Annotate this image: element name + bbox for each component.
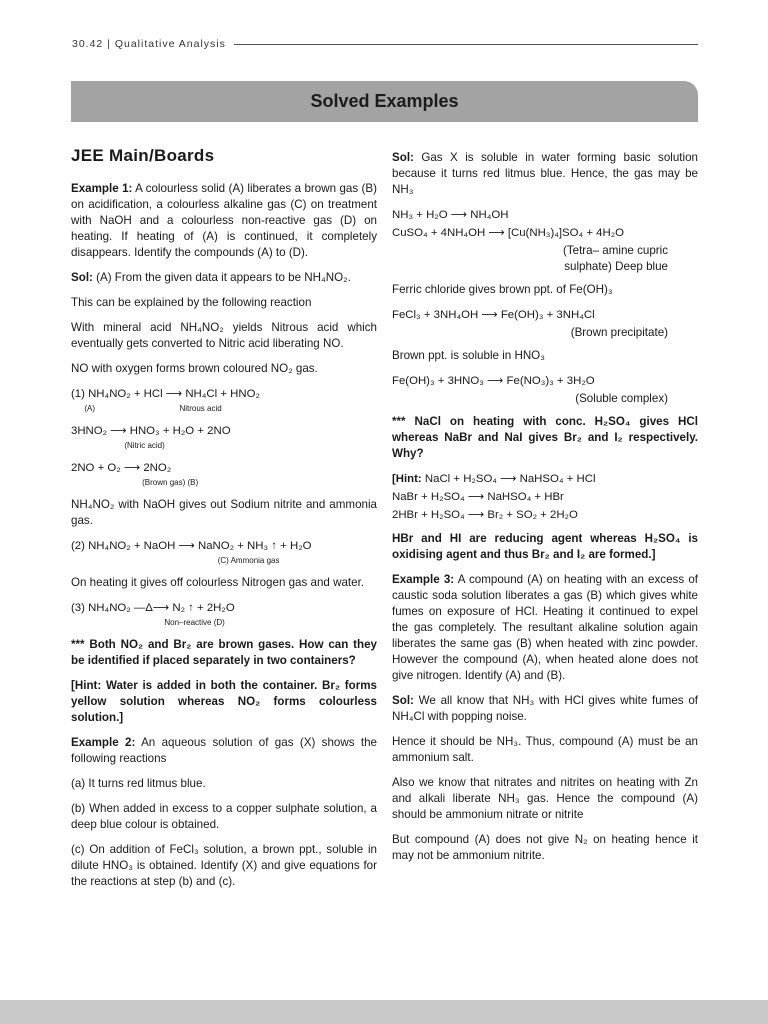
example-1-text: A colourless solid (A) liberates a brown gas (B) on acidification, a colourless alkaline gas (C) on treatment with NaOH and a colourless non-reactive gas (D) on heating. If heating of (A) is continued, it completely disappears. Identify the compounds (A) to (D). <box>71 182 377 259</box>
paragraph: With mineral acid NH₄NO₂ yields Nitrous acid which eventually gets converted to Nitric acid liberating NO. <box>71 321 377 350</box>
example-2-part-a: (a) It turns red litmus blue. <box>71 777 206 790</box>
equation-7-note: (Tetra– amine cupric sulphate) Deep blue <box>562 244 668 273</box>
paragraph: Ferric chloride gives brown ppt. of Fe(OH)₃ <box>392 283 613 296</box>
example-3-label: Example 3: <box>392 573 455 586</box>
paragraph: Brown ppt. is soluble in HNO₃ <box>392 349 545 362</box>
hint-1: [Hint: Water is added in both the container. Br₂ forms yellow solution whereas NO₂ forms colourless solution.] <box>71 679 377 724</box>
equation-8: FeCl₃ + 3NH₄OH ⟶ Fe(OH)₃ + 3NH₄Cl <box>392 309 595 321</box>
paragraph: NH₄NO₂ with NaOH gives out Sodium nitrite and ammonia gas. <box>71 498 377 527</box>
equation-6: NH₃ + H₂O ⟶ NH₄OH <box>392 209 509 221</box>
header-rule <box>234 44 698 45</box>
equation-9: Fe(OH)₃ + 3HNO₃ ⟶ Fe(NO₃)₃ + 3H₂O <box>392 375 595 387</box>
equation-2-note: (Nitric acid) <box>71 441 165 450</box>
example-1-label: Example 1: <box>71 182 133 195</box>
page-header <box>72 38 698 50</box>
page-footer-bar <box>0 1000 768 1024</box>
example-2-label: Example 2: <box>71 736 136 749</box>
section-title: Solved Examples <box>310 91 459 111</box>
equation-2: 3HNO₂ ⟶ HNO₃ + H₂O + 2NO <box>71 425 231 437</box>
left-column <box>71 146 377 899</box>
equation-5: (3) NH₄NO₂ —Δ⟶ N₂ ↑ + 2H₂O <box>71 602 235 614</box>
solution-1-label: Sol: <box>71 271 93 284</box>
example-3-text: A compound (A) on heating with an excess of caustic soda solution liberates a gas (B) which gives white fumes on exposure of HCl. Heating it continued to expel the gas completely. The resultant alkaline solution again liberates the same gas (B) when heated with zinc powder. However the compound (A), when heated alone does not give nitrogen. Identify (A) and (B). <box>392 573 698 682</box>
paragraph: Also we know that nitrates and nitrites on heating with Zn and alkali liberate NH₃ gas. Hence the compound (A) should be ammonium nitrate or nitrite <box>392 776 698 821</box>
hint-2-equation-10 <box>392 471 698 487</box>
paragraph: But compound (A) does not give N₂ on heating hence it may not be ammonium nitrite. <box>392 833 698 862</box>
equation-11: NaBr + H₂SO₄ ⟶ NaHSO₄ + HBr <box>392 491 564 503</box>
solution-3-text: We all know that NH₃ with HCl gives white fumes of NH₄Cl with popping noise. <box>392 694 698 723</box>
equation-7: CuSO₄ + 4NH₄OH ⟶ [Cu(NH₃)₄]SO₄ + 4H₂O <box>392 227 624 239</box>
solution-2-label: Sol: <box>392 151 414 164</box>
question-1: *** Both NO₂ and Br₂ are brown gases. How can they be identified if placed separately in two containers? <box>71 638 377 667</box>
paragraph: This can be explained by the following reaction <box>71 296 312 309</box>
hint-2-label: [Hint: <box>392 473 422 485</box>
paragraph: On heating it gives off colourless Nitrogen gas and water. <box>71 576 365 589</box>
example-2-text: An aqueous solution of gas (X) shows the following reactions <box>71 736 377 765</box>
equation-1-note: (A) Nitrous acid <box>71 404 222 413</box>
solution-3-label: Sol: <box>392 694 414 707</box>
equation-1: (1) NH₄NO₂ + HCl ⟶ NH₄Cl + HNO₂ <box>71 388 260 400</box>
paragraph: NO with oxygen forms brown coloured NO₂ gas. <box>71 362 318 375</box>
question-2: *** NaCl on heating with conc. H₂SO₄ gives HCl whereas NaBr and NaI gives Br₂ and I₂ respectively. Why? <box>392 415 698 460</box>
equation-12: 2HBr + H₂SO₄ ⟶ Br₂ + SO₂ + 2H₂O <box>392 509 578 521</box>
equation-8-note: (Brown precipitate) <box>570 326 668 339</box>
section-banner <box>71 81 698 122</box>
solution-1 <box>71 270 377 286</box>
example-1 <box>71 181 377 261</box>
equation-4: (2) NH₄NO₂ + NaOH ⟶ NaNO₂ + NH₃ ↑ + H₂O <box>71 540 312 552</box>
equation-3-note: (Brown gas) (B) <box>71 478 199 487</box>
solution-2 <box>392 150 698 198</box>
equation-5-note: Non–reactive (D) <box>71 618 225 627</box>
example-3 <box>392 572 698 684</box>
solution-1-text: (A) From the given data it appears to be NH₄NO₂. <box>92 271 351 284</box>
example-2-part-b: (b) When added in excess to a copper sulphate solution, a deep blue colour is obtained. <box>71 802 377 831</box>
equation-4-note: (C) Ammonia gas <box>71 556 280 565</box>
right-column <box>392 150 698 873</box>
subsection-heading: JEE Main/Boards <box>71 146 215 165</box>
solution-3 <box>392 693 698 725</box>
example-2 <box>71 735 377 767</box>
solution-2-text: Gas X is soluble in water forming basic solution because it turns red litmus blue. Hence, the gas may be NH₃ <box>392 151 698 196</box>
example-2-part-c: (c) On addition of FeCl₃ solution, a brown ppt., soluble in dilute HNO₃ is obtained. Identify (X) and give equations for the reactions at step (b) and (c). <box>71 843 377 888</box>
equation-9-note: (Soluble complex) <box>575 392 668 405</box>
equation-3: 2NO + O₂ ⟶ 2NO₂ <box>71 462 172 474</box>
hint-2-conclusion: HBr and HI are reducing agent whereas H₂SO₄ is oxidising agent and thus Br₂ and I₂ are formed.] <box>392 532 698 561</box>
page-reference: 30.42 | Qualitative Analysis <box>72 38 226 50</box>
equation-10: NaCl + H₂SO₄ ⟶ NaHSO₄ + HCl <box>421 473 596 485</box>
paragraph: Hence it should be NH₃. Thus, compound (A) must be an ammonium salt. <box>392 735 698 764</box>
